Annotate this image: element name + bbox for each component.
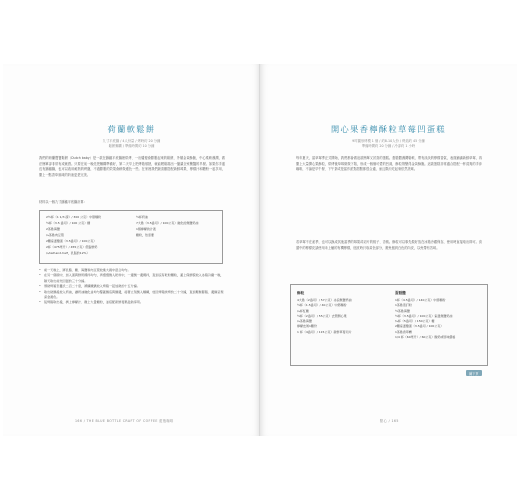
ingredient-left-6: 2杯（475毫升）/ 455公克）低脂鮮奶	[46, 245, 98, 249]
left-note-line: 材料以一個九寸鑄鐵平底鍋計算：	[39, 200, 87, 204]
left-recipe-title: 荷蘭軟鬆餅	[107, 124, 156, 134]
left-instructions-list	[39, 268, 225, 306]
ingredients-two-column-box	[290, 284, 488, 366]
ingredient-right-4: 糖粉，依需要	[136, 233, 155, 237]
cake-ingredient-list	[395, 298, 455, 340]
crumble-heading: 酥粒	[297, 291, 305, 295]
crumble-ingredient-list	[297, 298, 352, 335]
ingredient-right-1: ½杯奶油	[136, 215, 148, 219]
right-page	[260, 64, 517, 436]
list-item: ½杯（3.5盎司）/ 100公克）室溫無鹽奶油	[395, 313, 453, 318]
instruction-step: • 從烤箱取出後，擠上檸檬汁、撒上大量糖粉，並搭配新鮮莓果趁熱享用。	[39, 300, 225, 305]
instruction-step: • 在另一個碗中，加入蛋與鮮奶攪拌均勻，再慢慢倒入乾料中，一邊倒一邊攪拌，直到沒有乾粉顆粒，蓋上保鮮膜放入冰箱冷藏一晚，隔天取出前先回溫約三十分鐘。	[39, 273, 225, 284]
list-item: 2顆室溫雞蛋（3.5盎司 / 100公克）	[395, 324, 444, 329]
list-item: 4大匙（2盎司）/ 57公克）冰涼無鹽奶油	[297, 298, 352, 302]
list-item: ¼茶匙海鹽	[297, 319, 312, 324]
list-item: 1茶匙香草精	[395, 329, 412, 334]
right-recipe-title: 開心果香檸酥粒草莓凹蛋糕	[330, 124, 447, 134]
ingredient-left-7: ¼half-and-half，乳脂約12%）	[46, 251, 90, 255]
right-paragraph-2: 若草莓不在產季，也可以換成其他當季的莓果或切片的桃子、杏桃。酥粒可以事先做好放在冰箱冷藏保存，使用時直接取出即可。食譜中的檸檬皮請使用未上蠟的有機檸檬，刨皮時只取黃色部分，避免刨到白色的內皮，以免帶有苦味。	[296, 240, 482, 250]
ingredient-right-2: 7大匙（3.5盎司）/ 100公克）融化的無鹽奶油	[136, 221, 199, 225]
list-item: 檸檬皮屑1顆份	[297, 324, 317, 329]
list-item: ¼杯紅糖	[297, 308, 309, 313]
list-item: ½杯（1.5盎司）/ 40公克）中筋麵粉	[297, 303, 347, 308]
list-item: 1茶匙泡打粉	[395, 303, 412, 308]
left-meta-line-1: 九寸平底鍋 / 4人份量 / 烤時約 20 分鐘	[102, 139, 161, 143]
cake-heading: 蛋糕體	[395, 291, 406, 295]
list-item: ½杯（2盎司）/ 55公克）去殼開心果	[297, 313, 347, 318]
list-item: 1 杯（4盎司）/ 115公克）新鮮草莓切片	[297, 329, 352, 334]
right-paragraph-1: 每年夏天，當草莓季正式開始，我們都會做這款簡單又討喜的蛋糕。蛋糕體濕潤鬆軟，帶有淡淡的檸檬香氣，表面鋪滿新鮮草莓，再撒上大量開心果酥粒，烘烤後草莓微微下陷，形成一個個可愛的凹洞，酥粒則變得金黃酥脆。這款蛋糕非常適合搭配一杯清爽的手沖咖啡，不論是早午餐、下午茶或是當作派對甜點都很合適，而且隔天吃起來依然美味。	[296, 156, 482, 172]
left-page	[3, 64, 260, 436]
ingredient-left-3: 2茶匙海鹽	[46, 227, 60, 231]
list-item: ½茶匙海鹽	[395, 308, 410, 313]
ingredient-left-1: 2½杯（1 1/3 磅）/ 300 公克）中筋麵粉	[46, 215, 102, 219]
instruction-step: • 預熱烤箱至攝氏二百二十度，將鑄鐵鍋放入烤箱一起加熱約十五分鐘。	[39, 284, 225, 289]
instruction-step: • 前一天晚上，將乳酪、糖、海鹽和肉豆蔻放進大碗中混合均勻。	[39, 268, 225, 273]
ingredient-right-3: 1個檸檬的汁液	[136, 227, 156, 231]
continued-tag: 續下頁	[466, 370, 482, 376]
right-page-footer: 點心 ∕ 165	[380, 419, 399, 423]
left-page-footer: 166 ∕ THE BLUE BOTTLE CRAFT OF COFFEE 藍瓶咖啡	[75, 419, 174, 423]
left-intro-paragraph: 我們的荷蘭寶寶鬆餅（Dutch baby）是一款在鑄鐵平底鍋裡烘烤、一出爐便會膨脹起來的鬆餅，外層金黃酥脆，中心柔軟濕潤，做法簡單卻非常有成就感。只要在前一晚先把麵糊準備好，第二天早上把烤箱預熱，就能輕鬆端出一盤讓全家驚豔的早餐。如果你手邊沒有鑄鐵鍋，也可以改用耐熱的烤盤，不過膨脹的效果會稍微遜色一些。在家裡我們最喜歡搭配新鮮莓果、檸檬汁和糖粉一起享用，撒上一點香草風味的奶油更是完美。	[39, 156, 225, 177]
ingredient-box	[39, 210, 223, 264]
right-meta-line-2: 準備時間約 20 分鐘 / 冷卻約 1 小時	[361, 144, 416, 148]
instruction-step: • 取出熱鍋後放入奶油，讓奶油融化並均勻覆蓋鍋底與鍋邊，接著立刻倒入麵糊，放回烤箱烘烤約二十分鐘，直到鬆餅膨脹、邊緣呈現深金黃色。	[39, 290, 225, 301]
ingredient-left-5: 2顆室溫雞蛋（3.5盎司）/ 100公克）	[46, 239, 97, 243]
left-meta-line-2: 鬆餅麵糊 / 準備時間約 10 分鐘	[108, 144, 155, 148]
right-meta-line-1: 9吋圓形烤模 1 個 / 約8-10人份 / 烤焙約 45 分鐘	[352, 139, 425, 143]
ingredient-left-4: ¼茶匙肉豆蔻	[46, 233, 64, 237]
ingredient-left-2: ½杯（3.5 盎司）/ 100 公克）糖	[46, 221, 91, 225]
list-item: ¾杯（5盎司）/ 150公克）糖	[395, 319, 435, 324]
list-item: 1杯（4.5盎司）/ 140公克）中筋麵粉	[395, 298, 446, 302]
list-item: 1/4 杯（60毫升）/ 60公克）酸奶或原味優格	[395, 335, 456, 340]
